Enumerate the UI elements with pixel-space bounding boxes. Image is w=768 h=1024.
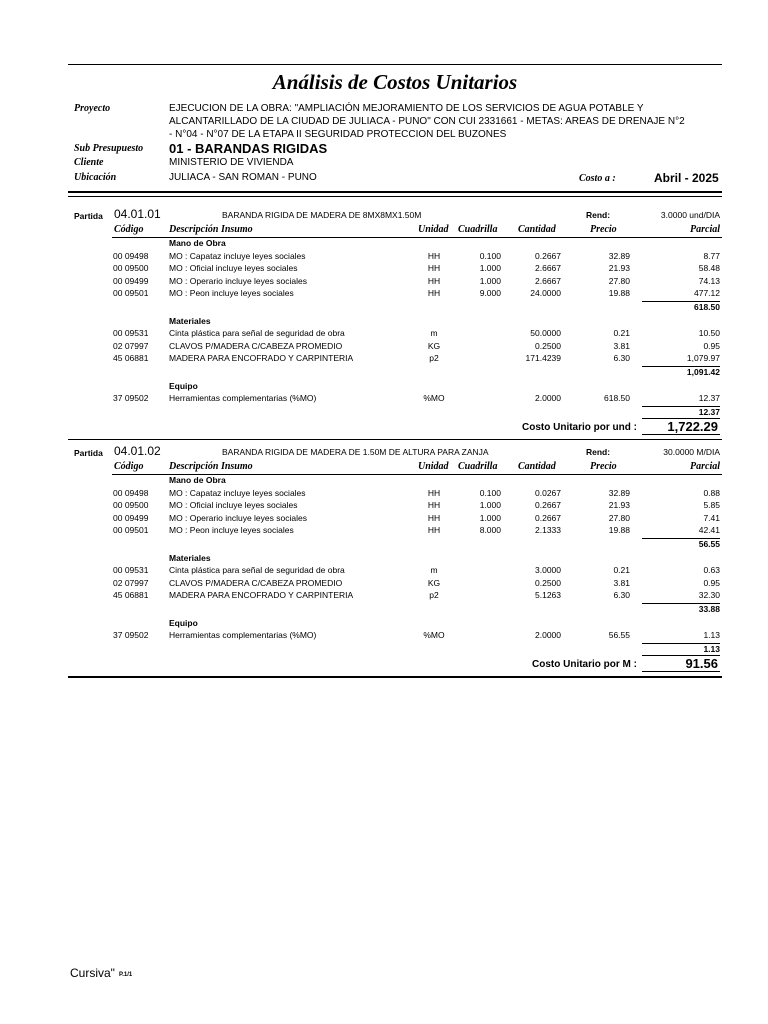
row-cuadrilla: 1.000 <box>479 500 501 511</box>
group-subtotal: 618.50 <box>694 302 720 312</box>
table-row <box>0 578 768 591</box>
row-codigo: 00 09499 <box>113 512 149 523</box>
group-title: Equipo <box>169 617 198 628</box>
row-codigo: 37 09502 <box>113 393 149 404</box>
row-cuadrilla: 8.000 <box>479 525 501 536</box>
row-unidad: HH <box>427 263 441 274</box>
row-cuadrilla: 0.100 <box>479 250 501 261</box>
table-row <box>0 328 768 341</box>
row-descripcion: MO : Oficial incluye leyes sociales <box>169 263 298 274</box>
table-row <box>0 288 768 301</box>
row-parcial: 5.85 <box>703 500 720 511</box>
row-unidad: %MO <box>423 630 445 641</box>
row-codigo: 00 09531 <box>113 328 149 339</box>
row-descripcion: Cinta plástica para señal de seguridad de obra <box>169 565 345 576</box>
row-precio: 32.89 <box>608 250 630 261</box>
proyecto-line-1: EJECUCION DE LA OBRA: "AMPLIACIÓN MEJORAMIENTO DE LOS SERVICIOS DE AGUA POTABLE Y <box>169 103 644 114</box>
row-descripcion: MO : Capataz incluye leyes sociales <box>169 487 306 498</box>
row-parcial: 10.50 <box>698 328 720 339</box>
table-row <box>0 341 768 354</box>
row-descripcion: MO : Peon incluye leyes sociales <box>169 525 294 536</box>
row-precio: 56.55 <box>608 630 630 641</box>
row-codigo: 00 09498 <box>113 250 149 261</box>
table-row <box>0 488 768 501</box>
row-parcial: 8.77 <box>703 250 720 261</box>
rend-value: 3.0000 und/DIA <box>660 210 720 220</box>
row-precio: 0.21 <box>613 328 630 339</box>
row-unidad: p2 <box>429 353 439 364</box>
total-underline <box>642 434 720 435</box>
row-parcial: 74.13 <box>698 275 720 286</box>
row-codigo: 00 09499 <box>113 275 149 286</box>
row-codigo: 00 09500 <box>113 263 149 274</box>
row-precio: 19.88 <box>608 525 630 536</box>
sub-presupuesto-label: Sub Presupuesto <box>74 143 144 154</box>
row-descripcion: CLAVOS P/MADERA C/CABEZA PROMEDIO <box>169 340 343 351</box>
table-row <box>0 590 768 603</box>
proyecto-line-2: ALCANTARILLADO DE LA CIUDAD DE JULIACA - PUNO" CON CUI 2331661 - METAS: AREAS DE DRENAJE N°2 <box>169 116 685 127</box>
row-cuadrilla: 0.100 <box>479 487 501 498</box>
rend-label: Rend: <box>586 447 611 457</box>
row-unidad: HH <box>427 512 441 523</box>
row-descripcion: MO : Capataz incluye leyes sociales <box>169 250 306 261</box>
row-cantidad: 24.0000 <box>530 288 561 299</box>
row-descripcion: MADERA PARA ENCOFRADO Y CARPINTERIA <box>169 590 354 601</box>
page-title: Análisis de Costos Unitarios <box>272 70 518 94</box>
row-cuadrilla: 1.000 <box>479 275 501 286</box>
table-row <box>0 513 768 526</box>
table-row <box>0 263 768 276</box>
row-unidad: HH <box>427 500 441 511</box>
table-row <box>0 525 768 538</box>
col-unidad: Unidad <box>418 224 449 235</box>
table-row <box>0 565 768 578</box>
row-codigo: 02 07997 <box>113 340 149 351</box>
row-precio: 21.93 <box>608 263 630 274</box>
row-parcial: 0.95 <box>703 340 720 351</box>
col-cantidad: Cantidad <box>518 461 556 472</box>
col-codigo: Código <box>114 224 144 235</box>
row-codigo: 00 09500 <box>113 500 149 511</box>
row-cantidad: 5.1263 <box>535 590 561 601</box>
row-unidad: KG <box>427 577 441 588</box>
costo-label: Costo a : <box>579 173 616 184</box>
row-precio: 6.30 <box>613 353 630 364</box>
row-parcial: 58.48 <box>698 263 720 274</box>
row-precio: 19.88 <box>608 288 630 299</box>
row-parcial: 42.41 <box>698 525 720 536</box>
row-cuadrilla: 9.000 <box>479 288 501 299</box>
col-codigo: Código <box>114 461 144 472</box>
proyecto-line-3: - N°04 - N°07 DE LA ETAPA II SEGURIDAD PROTECCION DEL BUZONES <box>169 129 507 140</box>
col-cuadrilla: Cuadrilla <box>458 461 498 472</box>
row-cantidad: 0.2500 <box>535 340 561 351</box>
section-end-rule <box>68 439 722 440</box>
row-parcial: 1,079.97 <box>686 353 720 364</box>
row-descripcion: MO : Peon incluye leyes sociales <box>169 288 294 299</box>
row-parcial: 32.30 <box>698 590 720 601</box>
row-cantidad: 2.0000 <box>535 630 561 641</box>
row-precio: 618.50 <box>604 393 630 404</box>
row-descripcion: Herramientas complementarias (%MO) <box>169 393 317 404</box>
row-codigo: 00 09501 <box>113 288 149 299</box>
row-parcial: 0.95 <box>703 577 720 588</box>
row-precio: 6.30 <box>613 590 630 601</box>
rend-label: Rend: <box>586 210 611 220</box>
col-unidad: Unidad <box>418 461 449 472</box>
table-row <box>0 251 768 264</box>
partida-description: BARANDA RIGIDA DE MADERA DE 1.50M DE ALTURA PARA ZANJA <box>222 447 489 457</box>
top-rule <box>68 64 722 65</box>
row-codigo: 00 09498 <box>113 487 149 498</box>
rend-value: 30.0000 M/DIA <box>663 447 720 457</box>
row-precio: 27.80 <box>608 275 630 286</box>
row-descripcion: Herramientas complementarias (%MO) <box>169 630 317 641</box>
row-precio: 21.93 <box>608 500 630 511</box>
row-cantidad: 2.6667 <box>535 263 561 274</box>
col-cuadrilla: Cuadrilla <box>458 224 498 235</box>
col-parcial: Parcial <box>690 461 720 472</box>
unit-cost-label: Costo Unitario por M : <box>532 659 637 671</box>
sub-presupuesto-value: 01 - BARANDAS RIGIDAS <box>169 141 328 156</box>
group-subtotal: 33.88 <box>698 604 720 614</box>
row-codigo: 02 07997 <box>113 577 149 588</box>
row-unidad: p2 <box>429 590 439 601</box>
unit-cost-value: 91.56 <box>685 656 718 672</box>
col-precio: Precio <box>590 224 617 235</box>
row-parcial: 7.41 <box>703 512 720 523</box>
row-unidad: %MO <box>423 393 445 404</box>
col-cantidad: Cantidad <box>518 224 556 235</box>
group-subtotal: 56.55 <box>698 539 720 549</box>
group-title: Mano de Obra <box>169 238 226 248</box>
row-unidad: HH <box>427 525 441 536</box>
row-unidad: HH <box>427 275 441 286</box>
row-cuadrilla: 1.000 <box>479 512 501 523</box>
row-cantidad: 3.0000 <box>535 565 561 576</box>
row-cantidad: 0.2500 <box>535 577 561 588</box>
col-parcial: Parcial <box>690 224 720 235</box>
row-parcial: 1.13 <box>703 630 720 641</box>
cliente-label: Cliente <box>74 157 104 168</box>
row-codigo: 45 06881 <box>113 353 149 364</box>
group-title: Materiales <box>169 552 211 563</box>
table-row <box>0 500 768 513</box>
row-descripcion: CLAVOS P/MADERA C/CABEZA PROMEDIO <box>169 577 343 588</box>
row-descripcion: MADERA PARA ENCOFRADO Y CARPINTERIA <box>169 353 354 364</box>
row-cantidad: 2.6667 <box>535 275 561 286</box>
row-codigo: 45 06881 <box>113 590 149 601</box>
ubicacion-value: JULIACA - SAN ROMAN - PUNO <box>169 172 317 183</box>
table-row <box>0 353 768 366</box>
row-cantidad: 0.0267 <box>535 487 561 498</box>
total-underline <box>642 671 720 672</box>
row-codigo: 00 09501 <box>113 525 149 536</box>
group-title: Materiales <box>169 315 211 326</box>
partida-code: 04.01.02 <box>114 444 161 458</box>
row-descripcion: MO : Operario incluye leyes sociales <box>169 275 307 286</box>
row-parcial: 0.88 <box>703 487 720 498</box>
costo-fecha: Abril - 2025 <box>654 171 719 185</box>
col-precio: Precio <box>590 461 617 472</box>
row-cantidad: 2.1333 <box>535 525 561 536</box>
group-subtotal: 12.37 <box>698 406 720 417</box>
table-row <box>0 276 768 289</box>
footer-page: P.1/1 <box>119 972 133 978</box>
row-unidad: HH <box>427 250 441 261</box>
row-unidad: m <box>430 565 438 576</box>
row-unidad: HH <box>427 487 441 498</box>
row-cantidad: 0.2667 <box>535 512 561 523</box>
row-cantidad: 50.0000 <box>530 328 561 339</box>
col-descripcion: Descripción Insumo <box>169 224 253 235</box>
row-codigo: 37 09502 <box>113 630 149 641</box>
row-cantidad: 0.2667 <box>535 250 561 261</box>
partida-description: BARANDA RIGIDA DE MADERA DE 8MX8MX1.50M <box>222 210 422 220</box>
partida-code: 04.01.01 <box>114 207 161 221</box>
row-precio: 3.81 <box>613 577 630 588</box>
header-rule-1 <box>68 191 722 193</box>
group-subtotal: 1,091.42 <box>686 367 720 377</box>
cliente-value: MINISTERIO DE VIVIENDA <box>169 157 294 168</box>
row-cuadrilla: 1.000 <box>479 263 501 274</box>
row-parcial: 12.37 <box>698 393 720 404</box>
unit-cost-value: 1,722.29 <box>667 419 718 435</box>
group-title: Mano de Obra <box>169 475 226 485</box>
group-title: Equipo <box>169 380 198 391</box>
ubicacion-label: Ubicación <box>74 172 117 183</box>
row-codigo: 00 09531 <box>113 565 149 576</box>
row-unidad: m <box>430 328 438 339</box>
table-row <box>0 393 768 406</box>
group-subtotal: 1.13 <box>703 643 720 654</box>
row-parcial: 477.12 <box>694 288 720 299</box>
row-cantidad: 171.4239 <box>525 353 561 364</box>
row-precio: 32.89 <box>608 487 630 498</box>
row-precio: 0.21 <box>613 565 630 576</box>
partida-label: Partida <box>74 211 103 221</box>
proyecto-label: Proyecto <box>74 103 111 114</box>
row-precio: 27.80 <box>608 512 630 523</box>
footer-brand: Cursiva" <box>70 966 115 980</box>
section-end-rule <box>68 676 722 678</box>
row-parcial: 0.63 <box>703 565 720 576</box>
table-row <box>0 630 768 643</box>
header-rule-2 <box>68 196 722 197</box>
row-unidad: HH <box>427 288 441 299</box>
col-descripcion: Descripción Insumo <box>169 461 253 472</box>
row-precio: 3.81 <box>613 340 630 351</box>
row-descripcion: MO : Operario incluye leyes sociales <box>169 512 307 523</box>
row-cantidad: 2.0000 <box>535 393 561 404</box>
row-unidad: KG <box>427 340 441 351</box>
unit-cost-label: Costo Unitario por und : <box>522 422 637 434</box>
row-cantidad: 0.2667 <box>535 500 561 511</box>
partida-label: Partida <box>74 448 103 458</box>
row-descripcion: MO : Oficial incluye leyes sociales <box>169 500 298 511</box>
row-descripcion: Cinta plástica para señal de seguridad de obra <box>169 328 345 339</box>
